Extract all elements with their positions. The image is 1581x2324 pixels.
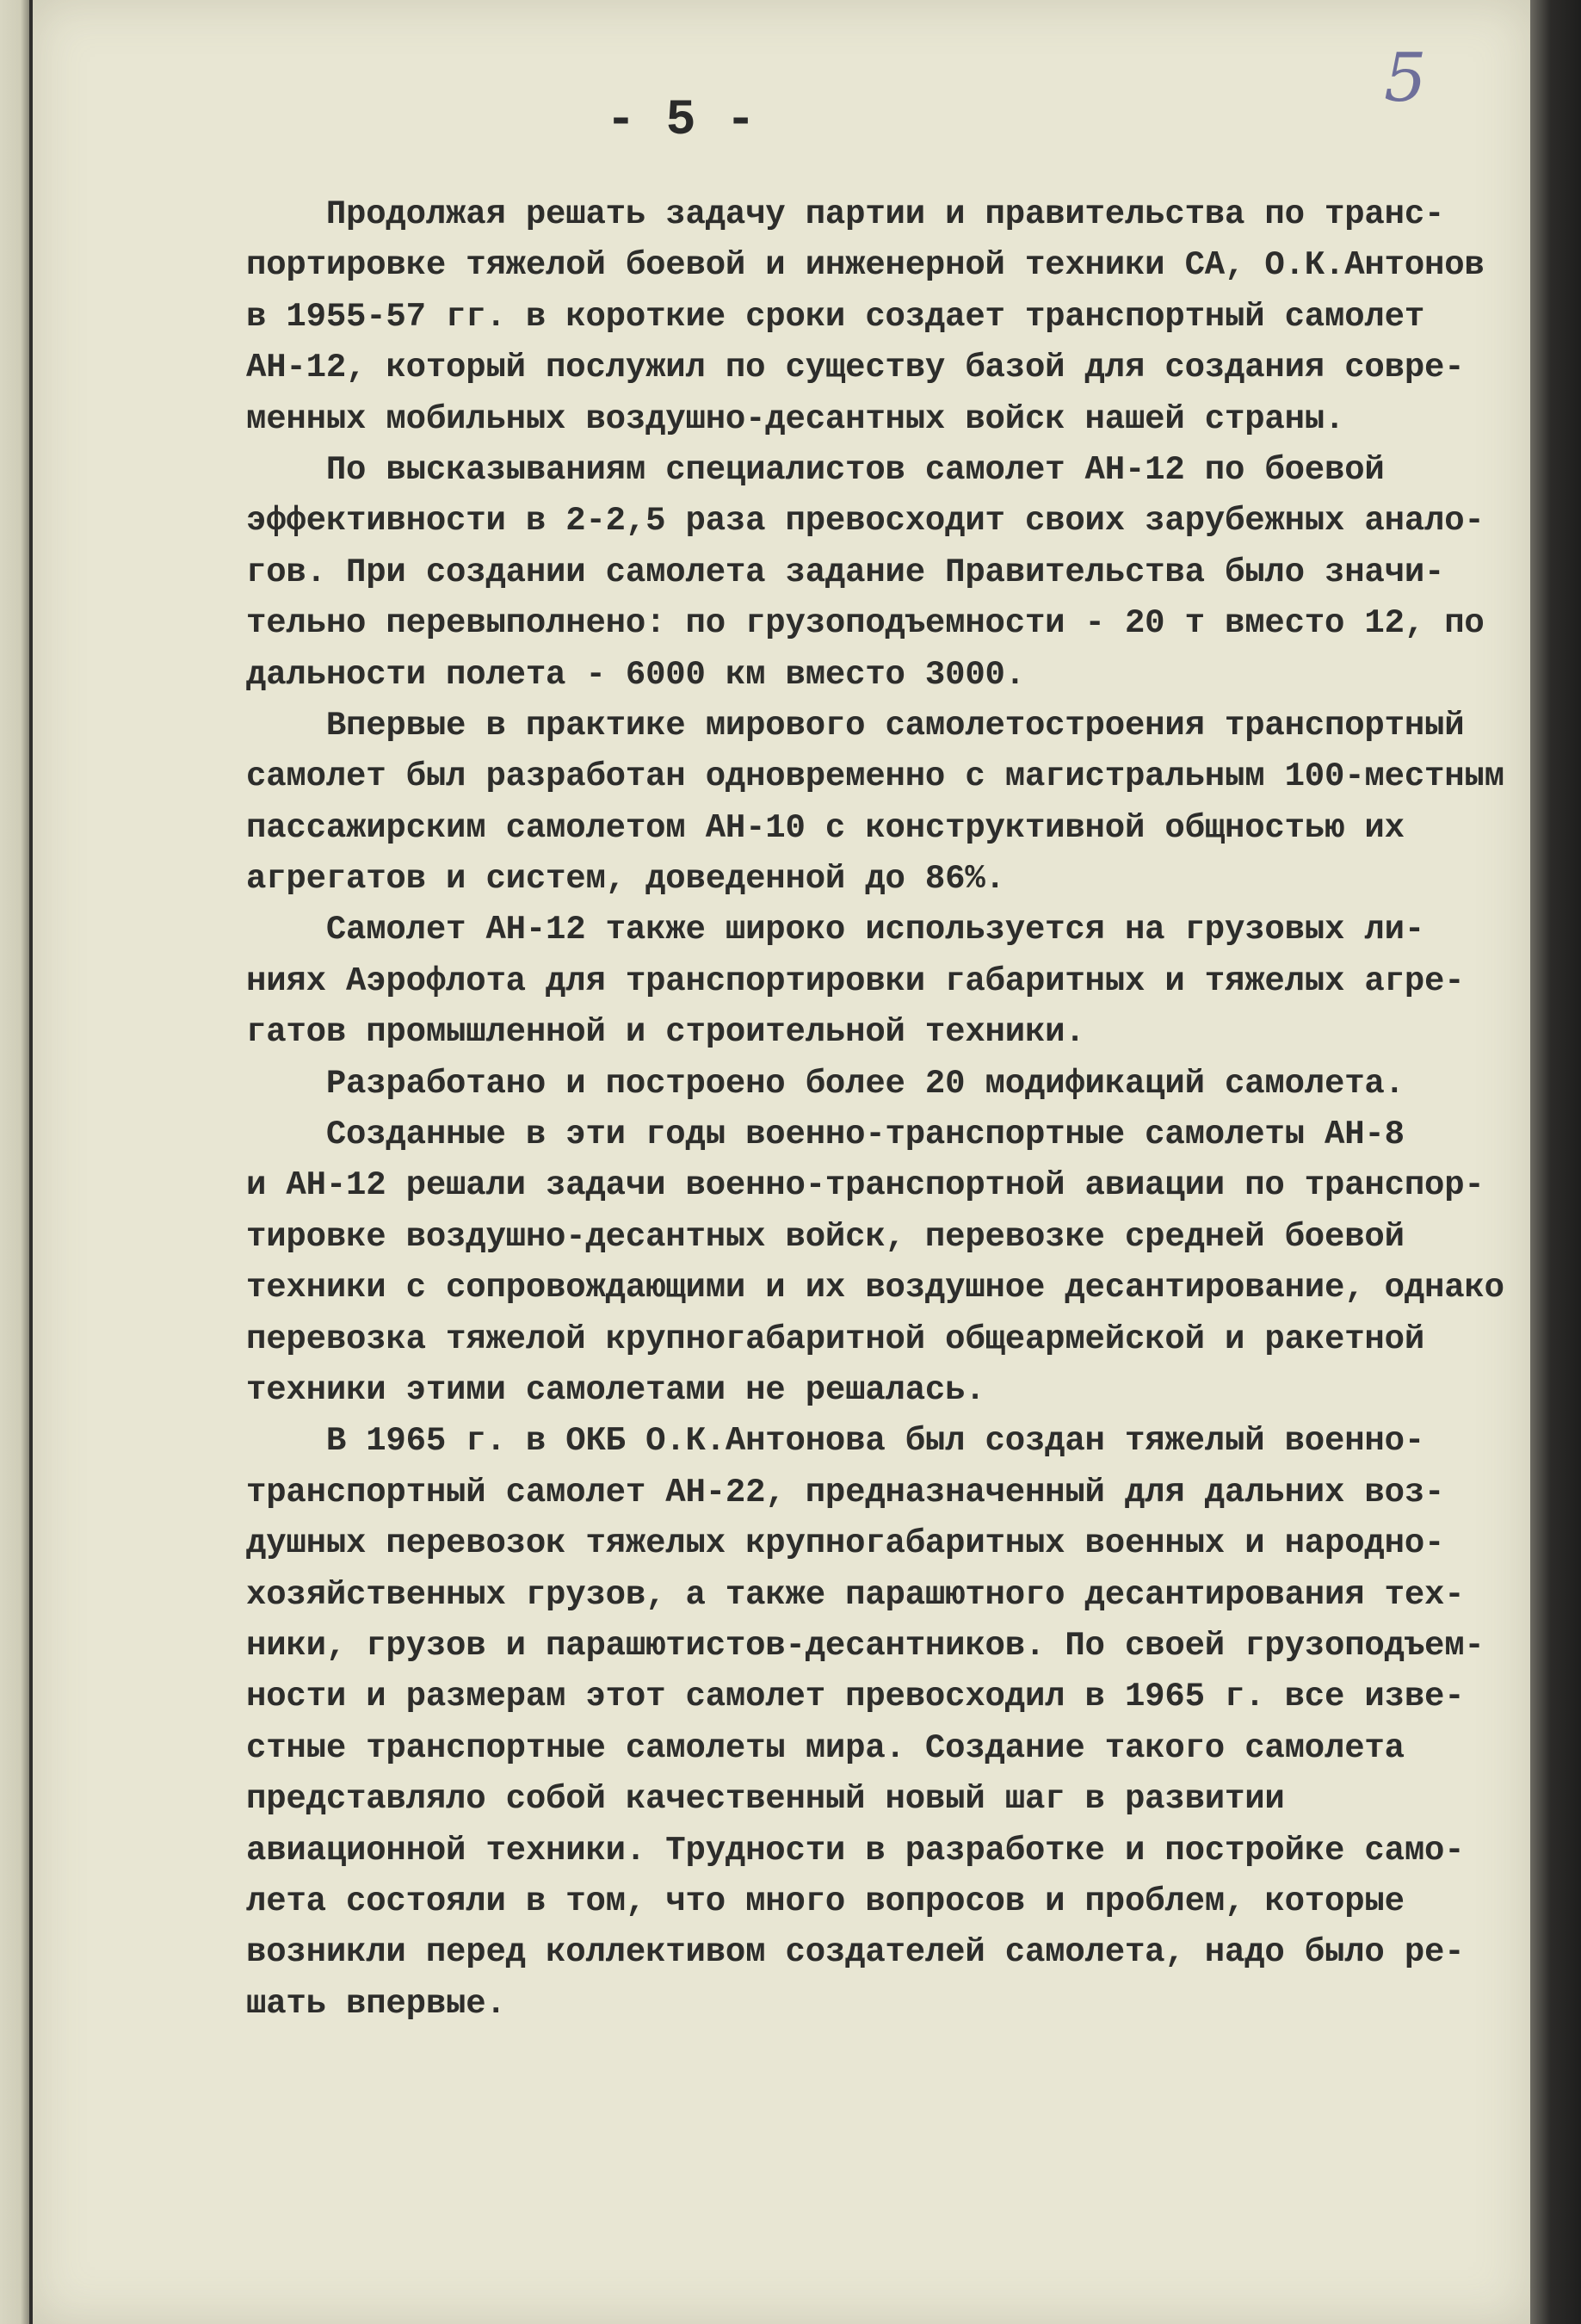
text-line: По высказываниям специалистов самолет АН-12 по боевой: [246, 450, 1385, 489]
text-line: Продолжая решать задачу партии и правительства по транс-: [246, 195, 1445, 233]
text-line: стные транспортные самолеты мира. Создание такого самолета: [246, 1728, 1405, 1767]
text-line: гатов промышленной и строительной техники.: [246, 1013, 1085, 1052]
text-line: техники этими самолетами не решалась.: [246, 1370, 985, 1409]
text-line: эффективности в 2-2,5 раза превосходит своих зарубежных анало-: [246, 502, 1485, 541]
text-line: техники с сопровождающими и их воздушное десантирование, однако: [246, 1269, 1504, 1307]
text-line: лета состояли в том, что много вопросов и проблем, которые: [246, 1882, 1405, 1920]
page-number: - 5 -: [606, 93, 757, 149]
text-line: пассажирским самолетом АН-10 с конструктивной общностью их: [246, 808, 1405, 847]
text-line: Разработано и построено более 20 модификаций самолета.: [246, 1064, 1405, 1103]
document-body: [246, 189, 1503, 2030]
text-line: в 1955-57 гг. в короткие сроки создает транспортный самолет: [246, 297, 1425, 336]
text-line: ники, грузов и парашютистов-десантников. По своей грузоподъем-: [246, 1626, 1485, 1665]
text-line: дальности полета - 6000 км вместо 3000.: [246, 655, 1025, 694]
text-line: ности и размерам этот самолет превосходил в 1965 г. все изве-: [246, 1678, 1465, 1716]
text-line: портировке тяжелой боевой и инженерной техники СА, О.К.Антонов: [246, 246, 1485, 285]
text-line: тельно перевыполнено: по грузоподъемности - 20 т вместо 12, по: [246, 604, 1485, 643]
text-line: АН-12, который послужил по существу базой для создания совре-: [246, 349, 1465, 387]
text-line: хозяйственных грузов, а также парашютного десантирования тех-: [246, 1575, 1465, 1614]
text-line: транспортный самолет АН-22, предназначенный для дальних воз-: [246, 1473, 1445, 1511]
text-line: менных мобильных воздушно-десантных войск нашей страны.: [246, 399, 1345, 438]
text-line: авиационной техники. Трудности в разработке и постройке само-: [246, 1831, 1465, 1870]
text-line: Самолет АН-12 также широко используется на грузовых ли-: [246, 911, 1425, 949]
binding-shadow: [1530, 0, 1581, 2324]
text-line: тировке воздушно-десантных войск, перевозке средней боевой: [246, 1217, 1405, 1256]
text-line: возникли перед коллективом создателей самолета, надо было ре-: [246, 1933, 1465, 1972]
text-line: В 1965 г. в ОКБ О.К.Антонова был создан тяжелый военно-: [246, 1422, 1425, 1461]
text-line: и АН-12 решали задачи военно-транспортной авиации по транспор-: [246, 1166, 1485, 1205]
text-line: Впервые в практике мирового самолетостроения транспортный: [246, 706, 1465, 745]
text-line: агрегатов и систем, доведенной до 86%.: [246, 860, 1005, 899]
text-line: самолет был разработан одновременно с магистральным 100-местным: [246, 757, 1504, 796]
text-line: шать впервые.: [246, 1984, 506, 2023]
text-line: Созданные в эти годы военно-транспортные самолеты АН-8: [246, 1116, 1405, 1154]
text-line: гов. При создании самолета задание Правительства было значи-: [246, 553, 1445, 591]
previous-page-edge: [0, 0, 29, 2324]
text-line: душных перевозок тяжелых крупногабаритных военных и народно-: [246, 1524, 1445, 1563]
text-line: ниях Аэрофлота для транспортировки габаритных и тяжелых агре-: [246, 961, 1465, 1000]
text-line: представляло собой качественный новый шаг в развитии: [246, 1780, 1285, 1819]
text-line: перевозка тяжелой крупногабаритной общеармейской и ракетной: [246, 1320, 1425, 1358]
archive-page-number: 5: [1384, 40, 1427, 117]
